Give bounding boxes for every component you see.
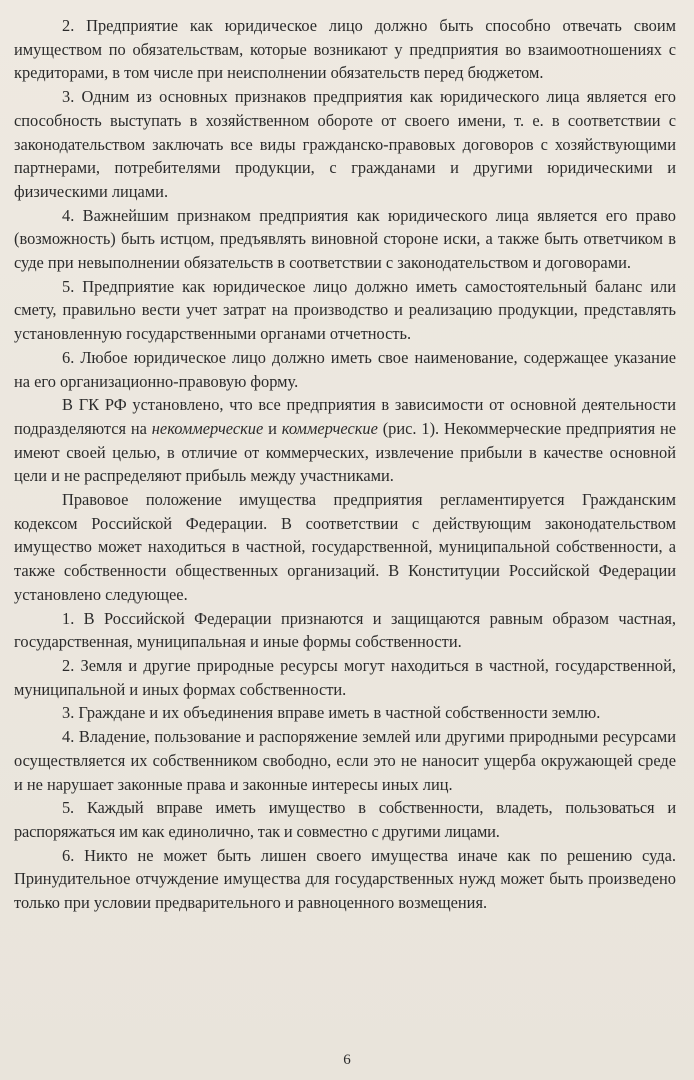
term-commercial: коммерческие [281,418,378,438]
paragraph-legal-entity-property-liability: 2. Предприятие как юридическое лицо должно быть способно отвечать своим имуществом по обязательствам, которые возникают у предприятия во взаимоотношениях с кредиторами, в том числе при неисполнении обязательств перед бюджетом. [14,16,676,83]
text-part: (рис. 1). Некоммерческие предприятия не имеют своей целью, в отличие от коммерческих, извлечение прибыли в качестве основной цели и не распределяют прибыль между участниками. [14,418,677,486]
paragraph-constitution-2: 2. Земля и другие природные ресурсы могут находиться в частной, государственной, муниципальной и иных формах собственности. [14,655,676,699]
paragraph-constitution-4: 4. Владение, пользование и распоряжение землей или другими природными ресурсами осуществляется их собственником свободно, если это не наносит ущерба окружающей среде и не нарушает законные права и законные интересы иных лиц. [14,727,676,794]
paragraph-constitution-3: 3. Граждане и их объединения вправе иметь в частной собственности землю. [62,703,601,723]
paragraph-constitution-6: 6. Никто не может быть лишен своего имущества иначе как по решению суда. Принудительное отчуждение имущества для государственных нужд может быть произведено только при условии предварительного и равноценного возмещения. [14,845,676,913]
text-part: В ГК РФ установлено, что все предприятия в зависимости от основной деятельности подразделяются на [14,395,676,438]
text-part: и [263,418,282,438]
paragraph-legal-entity-naming: 6. Любое юридическое лицо должно иметь свое наименование, содержащее указание на его организационно-правовую форму. [14,347,676,391]
paragraph-legal-entity-own-name: 3. Одним из основных признаков предприятия как юридического лица является его способность выступать в хозяйственном обороте от своего имени, т. е. в соответствии с законодательством заключать все виды гражданско-правовых договоров с хозяйствующими партнерами, потребителями продукции, с гражданами и другими юридическими и физическими лицами. [14,87,676,201]
paragraph-property-legal-status: Правовое положение имущества предприятия регламентируется Гражданским кодексом Российской Федерации. В соответствии с действующим законодательством имущество может находиться в частной, государственной, муниципальной собственности, а также собственности общественных организаций. В Конституции Российской Федерации установлено следующее. [14,490,676,604]
paragraph-legal-entity-plaintiff: 4. Важнейшим признаком предприятия как юридического лица является его право (возможность) быть истцом, предъявлять виновной стороне иски, а также быть ответчиком в суде при невыполнении обязательств в соответствии с законодательством и договорами. [14,205,676,273]
page-number: 6 [343,1052,351,1068]
paragraph-commercial-noncommercial [14,393,676,488]
term-noncommercial: некоммерческие [151,418,264,438]
body-text [14,14,676,915]
paragraph-constitution-1: 1. В Российской Федерации признаются и защищаются равным образом частная, государственная, муниципальная и иные формы собственности. [14,608,676,652]
paragraph-constitution-5: 5. Каждый вправе иметь имущество в собственности, владеть, пользоваться и распоряжаться им как единолично, так и совместно с другими лицами. [14,798,676,841]
paragraph-legal-entity-balance: 5. Предприятие как юридическое лицо должно иметь самостоятельный баланс или смету, правильно вести учет затрат на производство и реализацию продукции, представлять установленную государственными органами отчетность. [14,276,676,344]
